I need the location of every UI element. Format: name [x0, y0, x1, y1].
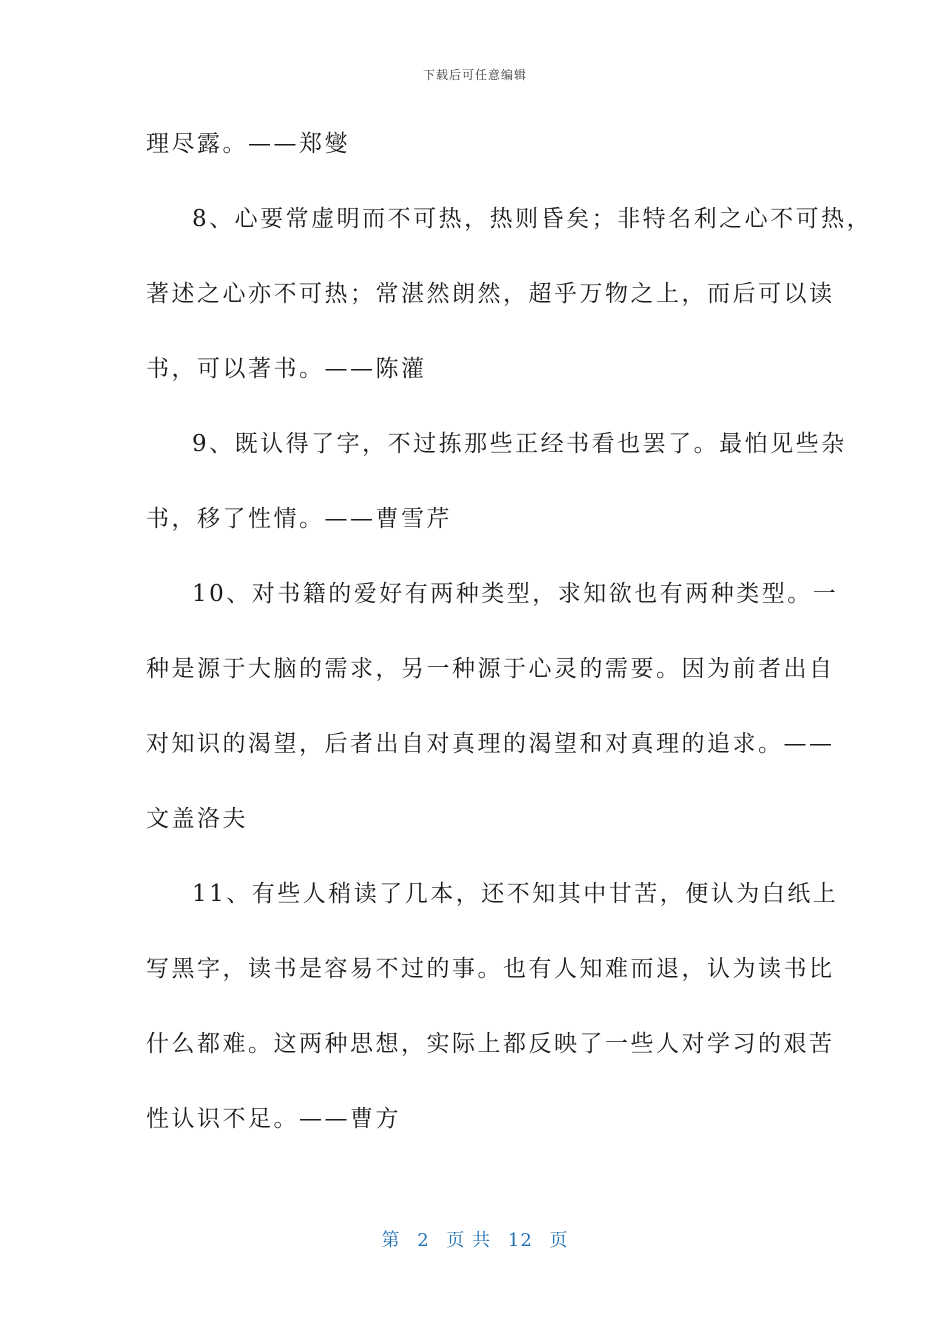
quote-8-line-1: 8、心要常虚明而不可热，热则昏矣；非特名利之心不可热，: [192, 206, 873, 232]
quote-11-line-3: 什么都难。这两种思想，实际上都反映了一些人对学习的艰苦: [146, 1031, 835, 1057]
quote-9-line-2: 书，移了性情。——曹雪芹: [146, 506, 452, 532]
text-line-continuation: 理尽露。——郑燮: [146, 131, 350, 157]
quote-11-line-2: 写黑字，读书是容易不过的事。也有人知难而退，认为读书比: [146, 956, 835, 982]
footer-prefix: 第: [381, 1230, 401, 1251]
quote-11-line-1: 11、有些人稍读了几本，还不知其中甘苦，便认为白纸上: [192, 881, 839, 907]
total-pages-number: 12: [507, 1230, 533, 1251]
footer-middle: 页 共: [446, 1230, 492, 1251]
header-note: 下载后可任意编辑: [422, 68, 527, 82]
quote-9-line-1: 9、既认得了字，不过拣那些正经书看也罢了。最怕见些杂: [192, 431, 847, 457]
footer-suffix: 页: [549, 1230, 569, 1251]
quote-8-line-3: 书，可以著书。——陈灌: [146, 356, 427, 382]
quote-10-line-1: 10、对书籍的爱好有两种类型，求知欲也有两种类型。一: [192, 581, 839, 607]
quote-11-line-4: 性认识不足。——曹方: [146, 1106, 401, 1132]
quote-10-line-4: 文盖洛夫: [146, 806, 248, 832]
quote-10-line-2: 种是源于大脑的需求，另一种源于心灵的需要。因为前者出自: [146, 656, 835, 682]
quote-8-line-2: 著述之心亦不可热；常湛然朗然，超乎万物之上，而后可以读: [146, 281, 835, 307]
quote-10-line-3: 对知识的渴望，后者出自对真理的渴望和对真理的追求。——: [146, 731, 835, 757]
body-text: [146, 122, 873, 1172]
page-number-footer: [0, 1226, 950, 1252]
current-page-number: 2: [417, 1230, 430, 1251]
